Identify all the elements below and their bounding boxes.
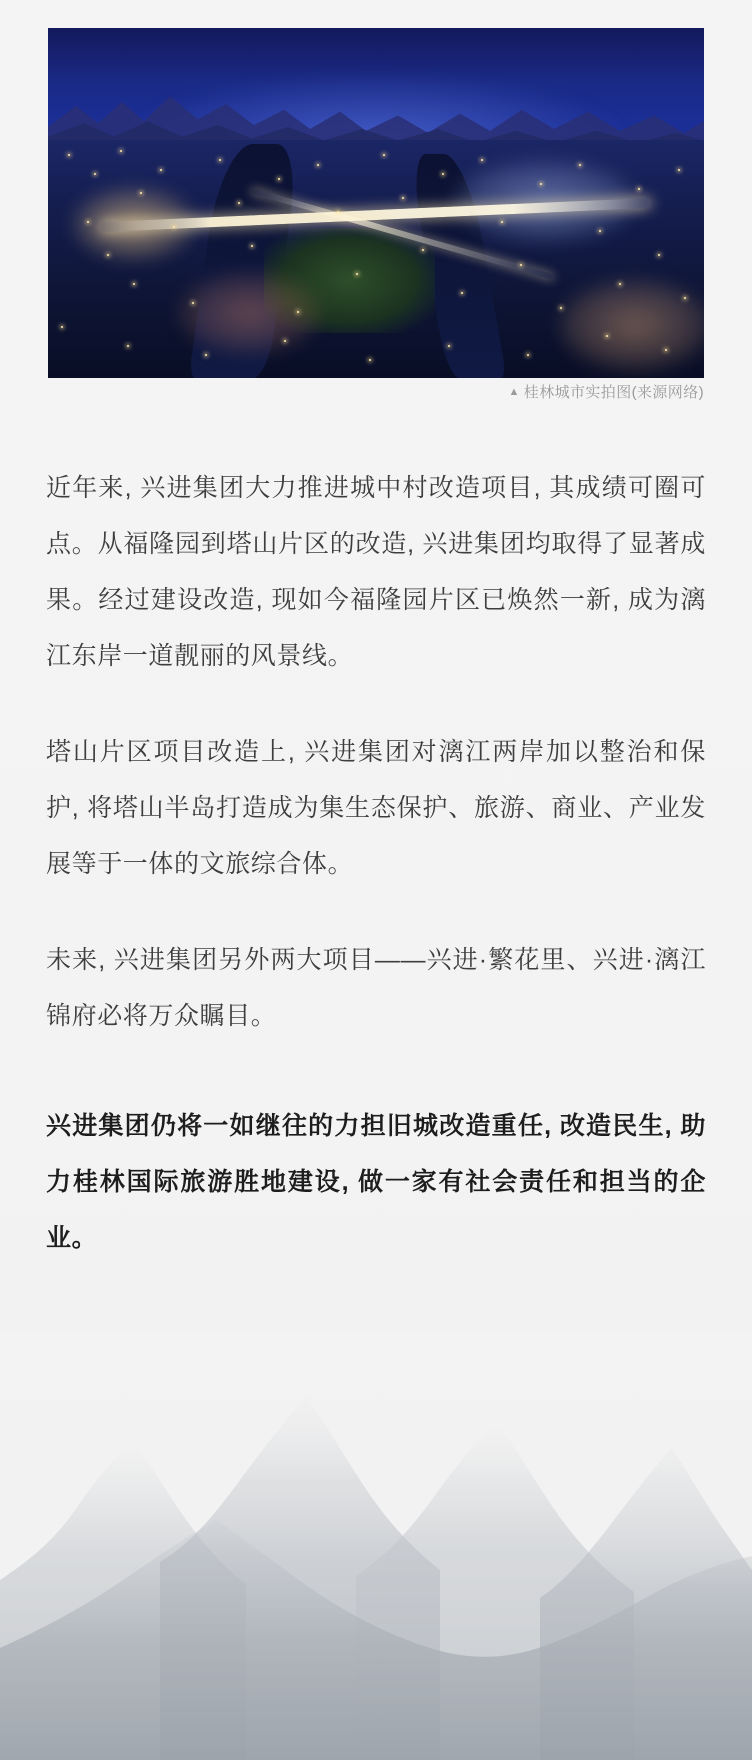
- article-body: [46, 460, 706, 1306]
- hero-image-container: [48, 28, 704, 378]
- guilin-night-aerial-photo: [48, 28, 704, 378]
- paragraph-4-highlight: 兴进集团仍将一如继往的力担旧城改造重任, 改造民生, 助力桂林国际旅游胜地建设, 做一家有社会责任和担当的企业。: [46, 1112, 706, 1252]
- paragraph-1: 近年来, 兴进集团大力推进城中村改造项目, 其成绩可圈可点。从福隆园到塔山片区的改造, 兴进集团均取得了显著成果。经过建设改造, 现如今福隆园片区已焕然一新, 成为漓江东岸一道靓丽的风景线。: [46, 474, 706, 670]
- image-caption: [48, 381, 704, 402]
- photo-city-lights: [48, 140, 704, 378]
- ink-wash-mountains-decoration: [0, 1330, 752, 1760]
- caption-text: 桂林城市实拍图(来源网络): [523, 384, 704, 401]
- paragraph-2: 塔山片区项目改造上, 兴进集团对漓江两岸加以整治和保护, 将塔山半岛打造成为集生态保护、旅游、商业、产业发展等于一体的文旅综合体。: [46, 738, 706, 878]
- caption-marker-icon: ▲: [508, 386, 520, 398]
- paragraph-3: 未来, 兴进集团另外两大项目——兴进·繁花里、兴进·漓江锦府必将万众瞩目。: [46, 946, 706, 1030]
